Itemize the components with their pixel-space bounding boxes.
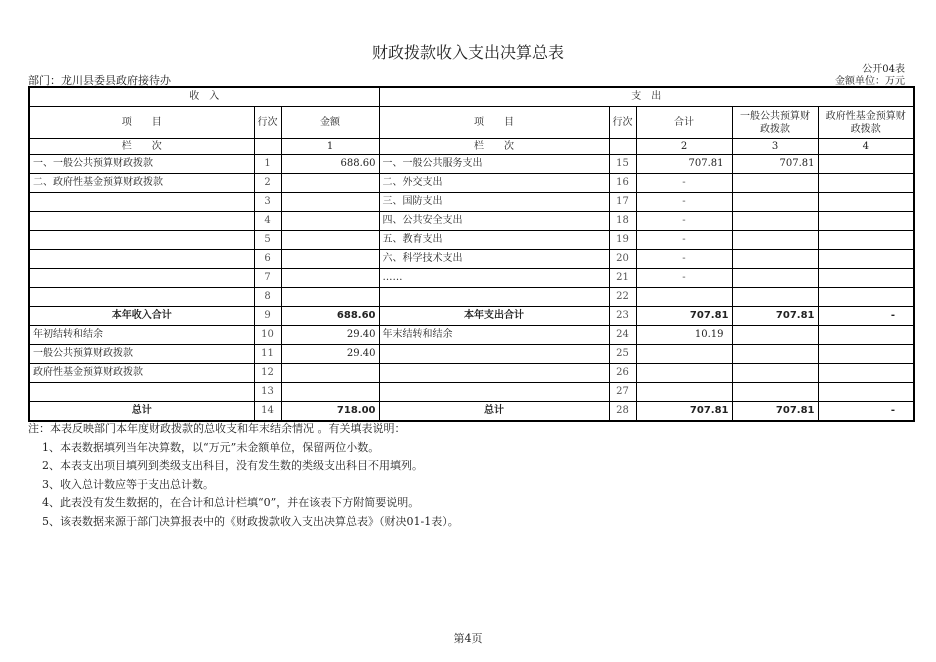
gov-fund-cell bbox=[818, 155, 914, 174]
note-item: 2、本表支出项目填列到类级支出科目，没有发生数的类级支出科目不用填列。 bbox=[42, 459, 423, 472]
expense-item-cell: 六、科学技术支出 bbox=[379, 250, 609, 269]
income-amount-cell bbox=[281, 269, 379, 288]
column-index-label: 栏 次 bbox=[379, 139, 609, 155]
expense-item-header: 项 目 bbox=[379, 107, 609, 139]
income-amount-cell bbox=[281, 174, 379, 193]
income-row-no-header: 行次 bbox=[254, 107, 281, 139]
expense-row-no-cell: 23 bbox=[609, 307, 636, 326]
table-row bbox=[29, 193, 914, 212]
income-amount-cell: 688.60 bbox=[281, 307, 379, 326]
expense-item-cell: 一、一般公共服务支出 bbox=[379, 155, 609, 174]
income-row-no-cell: 14 bbox=[254, 402, 281, 422]
income-amount-cell bbox=[281, 288, 379, 307]
income-amount-header: 金额 bbox=[281, 107, 379, 139]
form-code: 公开04表 bbox=[862, 64, 905, 75]
page-number: 第4页 bbox=[453, 632, 483, 645]
income-item-cell: 一般公共预算财政拨款 bbox=[29, 345, 254, 364]
income-row-no-cell: 10 bbox=[254, 326, 281, 345]
expense-total-cell: 707.81 bbox=[636, 155, 732, 174]
table-row bbox=[29, 174, 914, 193]
table-row bbox=[29, 231, 914, 250]
income-amount-cell bbox=[281, 364, 379, 383]
gov-fund-cell bbox=[818, 212, 914, 231]
expense-total-cell: - bbox=[636, 174, 732, 193]
expense-total-cell: 707.81 bbox=[636, 307, 732, 326]
gov-fund-cell bbox=[818, 269, 914, 288]
income-item-cell bbox=[29, 212, 254, 231]
expense-total-cell: - bbox=[636, 212, 732, 231]
table-row bbox=[29, 326, 914, 345]
expense-total-cell: - bbox=[636, 231, 732, 250]
expense-total-cell bbox=[636, 345, 732, 364]
expense-item-cell bbox=[379, 364, 609, 383]
gov-fund-cell bbox=[818, 288, 914, 307]
general-budget-cell: 707.81 bbox=[732, 307, 818, 326]
income-amount-cell bbox=[281, 383, 379, 402]
income-item-header: 项 目 bbox=[29, 107, 254, 139]
expense-item-cell: 二、外交支出 bbox=[379, 174, 609, 193]
income-row-no-cell: 11 bbox=[254, 345, 281, 364]
income-item-cell bbox=[29, 269, 254, 288]
gov-fund-header: 政府性基金预算财政拨款 bbox=[818, 107, 914, 139]
expense-item-cell: 总计 bbox=[379, 402, 609, 422]
general-budget-cell bbox=[732, 250, 818, 269]
expense-row-no-cell: 26 bbox=[609, 364, 636, 383]
expense-row-no-cell: 15 bbox=[609, 155, 636, 174]
general-budget-cell: 707.81 bbox=[732, 402, 818, 422]
general-budget-cell bbox=[732, 231, 818, 250]
gov-fund-cell bbox=[818, 364, 914, 383]
income-item-cell bbox=[29, 231, 254, 250]
income-item-cell bbox=[29, 193, 254, 212]
income-amount-cell bbox=[281, 231, 379, 250]
income-row-no-cell: 13 bbox=[254, 383, 281, 402]
gov-fund-cell bbox=[818, 193, 914, 212]
general-budget-cell bbox=[732, 364, 818, 383]
expense-item-cell: 本年支出合计 bbox=[379, 307, 609, 326]
income-row-no-cell: 12 bbox=[254, 364, 281, 383]
expense-row-no-cell: 20 bbox=[609, 250, 636, 269]
column-index-blank bbox=[254, 139, 281, 155]
expense-row-no-cell: 28 bbox=[609, 402, 636, 422]
expense-row-no-cell: 16 bbox=[609, 174, 636, 193]
unit-label: 金额单位：万元 bbox=[835, 76, 905, 87]
income-row-no-cell: 7 bbox=[254, 269, 281, 288]
general-budget-cell bbox=[732, 174, 818, 193]
note-item: 3、收入总计数应等于支出总计数。 bbox=[42, 477, 214, 491]
expense-item-cell bbox=[379, 345, 609, 364]
general-budget-cell bbox=[732, 326, 818, 345]
income-amount-cell: 29.40 bbox=[281, 345, 379, 364]
income-item-cell: 本年收入合计 bbox=[29, 307, 254, 326]
general-budget-cell: 707.81 bbox=[732, 155, 818, 174]
expense-total-cell: - bbox=[636, 193, 732, 212]
general-budget-cell bbox=[732, 383, 818, 402]
income-item-cell: 一、一般公共预算财政拨款 bbox=[29, 155, 254, 174]
income-item-cell: 年初结转和结余 bbox=[29, 326, 254, 345]
income-row-no-cell: 4 bbox=[254, 212, 281, 231]
expense-item-cell: …… bbox=[379, 269, 609, 288]
gov-fund-cell bbox=[818, 383, 914, 402]
column-index-total: 2 bbox=[636, 139, 732, 155]
note-item: 4、此表没有发生数据的，在合计和总计栏填“0”，并在该表下方附简要说明。 bbox=[42, 496, 420, 509]
expense-total-cell bbox=[636, 383, 732, 402]
general-budget-cell bbox=[732, 212, 818, 231]
expense-row-no-cell: 18 bbox=[609, 212, 636, 231]
income-item-cell: 二、政府性基金预算财政拨款 bbox=[29, 174, 254, 193]
income-item-cell: 政府性基金预算财政拨款 bbox=[29, 364, 254, 383]
expense-item-cell: 年末结转和结余 bbox=[379, 326, 609, 345]
income-item-cell: 总计 bbox=[29, 402, 254, 422]
income-amount-cell bbox=[281, 193, 379, 212]
income-item-cell bbox=[29, 250, 254, 269]
table-row bbox=[29, 307, 914, 326]
income-row-no-cell: 9 bbox=[254, 307, 281, 326]
expense-row-no-cell: 17 bbox=[609, 193, 636, 212]
table-row bbox=[29, 288, 914, 307]
income-item-cell bbox=[29, 288, 254, 307]
column-index-label: 栏 次 bbox=[29, 139, 254, 155]
expense-row-no-header: 行次 bbox=[609, 107, 636, 139]
gov-fund-cell bbox=[818, 326, 914, 345]
expense-total-header: 合计 bbox=[636, 107, 732, 139]
expense-row-no-cell: 22 bbox=[609, 288, 636, 307]
table-row bbox=[29, 364, 914, 383]
table-row bbox=[29, 383, 914, 402]
table-row bbox=[29, 250, 914, 269]
gov-fund-cell: - bbox=[818, 307, 914, 326]
gov-fund-cell bbox=[818, 250, 914, 269]
table-row bbox=[29, 402, 914, 422]
notes-section bbox=[28, 420, 459, 531]
table-row bbox=[29, 269, 914, 288]
income-row-no-cell: 6 bbox=[254, 250, 281, 269]
income-row-no-cell: 5 bbox=[254, 231, 281, 250]
note-item: 5、该表数据来源于部门决算报表中的《财政拨款收入支出决算总表》（财决01-1表）。 bbox=[42, 514, 459, 528]
income-row-no-cell: 1 bbox=[254, 155, 281, 174]
income-header: 收 入 bbox=[29, 87, 379, 107]
income-amount-cell: 718.00 bbox=[281, 402, 379, 422]
expense-total-cell: - bbox=[636, 250, 732, 269]
column-index-amount: 1 bbox=[281, 139, 379, 155]
expense-row-no-cell: 21 bbox=[609, 269, 636, 288]
expense-item-cell: 三、国防支出 bbox=[379, 193, 609, 212]
income-row-no-cell: 8 bbox=[254, 288, 281, 307]
expense-total-cell bbox=[636, 364, 732, 383]
notes-intro: 注：本表反映部门本年度财政拨款的总收支和年末结余情况 。有关填表说明： bbox=[28, 422, 406, 435]
gov-fund-cell: - bbox=[818, 402, 914, 422]
expense-item-cell: 五、教育支出 bbox=[379, 231, 609, 250]
income-amount-cell bbox=[281, 212, 379, 231]
page-title: 财政拨款收入支出决算总表 bbox=[371, 43, 564, 62]
expense-row-no-cell: 19 bbox=[609, 231, 636, 250]
expense-total-cell: - bbox=[636, 269, 732, 288]
general-budget-cell bbox=[732, 345, 818, 364]
expense-item-cell: 四、公共安全支出 bbox=[379, 212, 609, 231]
expense-item-cell bbox=[379, 288, 609, 307]
income-amount-cell: 29.40 bbox=[281, 326, 379, 345]
income-row-no-cell: 2 bbox=[254, 174, 281, 193]
general-budget-header: 一般公共预算财政拨款 bbox=[732, 107, 818, 139]
fiscal-summary-table bbox=[28, 86, 915, 422]
income-amount-cell bbox=[281, 250, 379, 269]
expense-total-cell bbox=[636, 288, 732, 307]
column-index-blank bbox=[609, 139, 636, 155]
note-item: 1、本表数据填列当年决算数，以“万元”未金额单位，保留两位小数。 bbox=[42, 440, 380, 454]
general-budget-cell bbox=[732, 288, 818, 307]
gov-fund-cell bbox=[818, 231, 914, 250]
column-index-fund: 4 bbox=[818, 139, 914, 155]
table-row bbox=[29, 155, 914, 174]
department-label: 部门：龙川县委县政府接待办 bbox=[28, 74, 171, 87]
expense-header: 支 出 bbox=[379, 87, 914, 107]
income-item-cell bbox=[29, 383, 254, 402]
general-budget-cell bbox=[732, 193, 818, 212]
expense-row-no-cell: 25 bbox=[609, 345, 636, 364]
table-row bbox=[29, 345, 914, 364]
expense-row-no-cell: 24 bbox=[609, 326, 636, 345]
expense-total-cell: 10.19 bbox=[636, 326, 732, 345]
gov-fund-cell bbox=[818, 174, 914, 193]
general-budget-cell bbox=[732, 269, 818, 288]
gov-fund-cell bbox=[818, 345, 914, 364]
income-amount-cell: 688.60 bbox=[281, 155, 379, 174]
expense-item-cell bbox=[379, 383, 609, 402]
column-index-general: 3 bbox=[732, 139, 818, 155]
expense-row-no-cell: 27 bbox=[609, 383, 636, 402]
income-row-no-cell: 3 bbox=[254, 193, 281, 212]
expense-total-cell: 707.81 bbox=[636, 402, 732, 422]
table-row bbox=[29, 212, 914, 231]
